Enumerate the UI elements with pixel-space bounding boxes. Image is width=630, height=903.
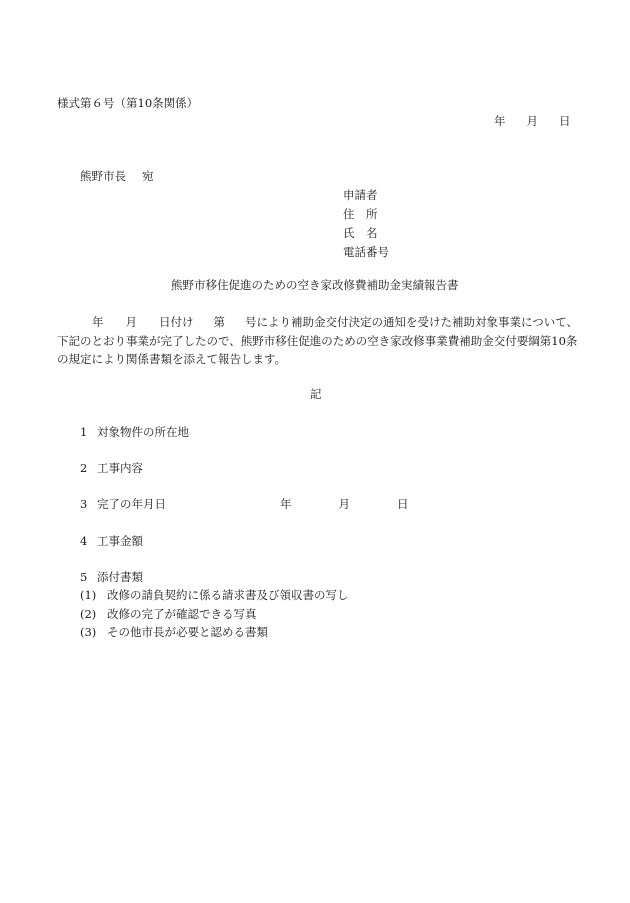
completion-year-label: 年 <box>280 497 292 511</box>
item-label: 工事内容 <box>97 461 143 475</box>
body-month: 月 <box>125 315 137 329</box>
body-line-2: 下記のとおり事業が完了したので、熊野市移住促進のための空き家改修事業費補助金交付要綱第10条 <box>57 333 578 348</box>
month-label: 月 <box>526 114 538 128</box>
day-label: 日 <box>559 114 571 128</box>
applicant-phone-label: 電話番号 <box>343 245 389 259</box>
item-work-content <box>80 463 143 475</box>
item-work-amount <box>80 536 143 548</box>
item-label: 工事金額 <box>97 534 143 548</box>
item-attachments <box>80 572 143 584</box>
attachment-item <box>80 590 349 602</box>
body-day-dated: 日付け <box>159 315 194 329</box>
item-number: 2 <box>80 461 88 475</box>
body-line-3: の規定により関係書類を添えて報告します。 <box>57 352 287 366</box>
submission-date <box>494 116 571 128</box>
body-year: 年 <box>92 315 104 329</box>
attachment-item <box>80 609 257 621</box>
ki-heading: 記 <box>310 387 322 401</box>
item-number: 4 <box>80 534 88 548</box>
completion-month-label: 月 <box>338 497 350 511</box>
year-label: 年 <box>494 114 506 128</box>
attachment-label: その他市長が必要と認める書類 <box>107 625 268 639</box>
addressee-name: 熊野市長 <box>80 169 126 183</box>
body-line-1 <box>57 317 587 336</box>
attachment-number: (1) <box>80 588 97 602</box>
applicant-block <box>343 190 389 266</box>
document-title: 熊野市移住促進のための空き家改修費補助金実績報告書 <box>171 278 459 292</box>
addressee <box>80 171 154 183</box>
applicant-name-label: 氏 名 <box>343 226 378 240</box>
item-label: 対象物件の所在地 <box>97 425 189 439</box>
attachment-label: 改修の請負契約に係る請求書及び領収書の写し <box>107 588 349 602</box>
attachment-number: (3) <box>80 625 97 639</box>
item-label: 添付書類 <box>97 570 143 584</box>
body-number-prefix: 第 <box>213 315 225 329</box>
item-number: 5 <box>80 570 88 584</box>
item-label: 完了の年月日 <box>97 497 166 511</box>
applicant-title: 申請者 <box>343 188 378 202</box>
attachment-label: 改修の完了が確認できる写真 <box>107 607 257 621</box>
item-property-location <box>80 427 189 439</box>
addressee-honorific: 宛 <box>142 169 154 183</box>
form-number: 様式第６号（第10条関係） <box>57 96 199 110</box>
applicant-address-label: 住 所 <box>343 207 378 221</box>
item-number: 3 <box>80 497 88 511</box>
item-completion-date <box>80 497 409 511</box>
body-line-1-rest: 号により補助金交付決定の通知を受けた補助対象事業について、 <box>245 315 579 329</box>
item-number: 1 <box>80 425 88 439</box>
completion-day-label: 日 <box>397 497 409 511</box>
body-paragraph <box>57 317 587 373</box>
attachment-number: (2) <box>80 607 97 621</box>
attachment-item <box>80 627 268 639</box>
completion-date-fields <box>280 499 409 511</box>
